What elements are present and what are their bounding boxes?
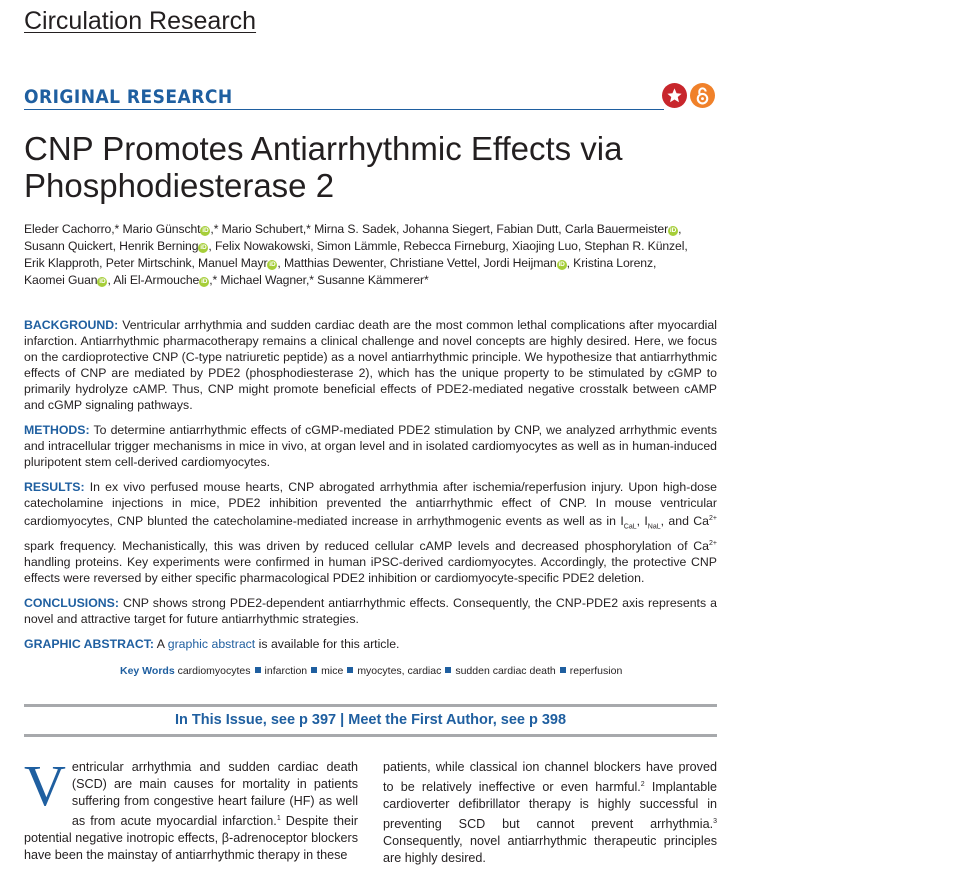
title-line-1: CNP Promotes Antiarrhythmic Effects via xyxy=(24,130,623,167)
results-text: handling proteins. Key experiments were confirmed in human iPSC-derived cardiomyocytes. Accordingly, the protective CNP effects were reversed by either specific pharmacological PDE2 inhibition or cardiomyocyte-specific PDE2 deletion. xyxy=(24,554,717,585)
author-text: , xyxy=(678,222,682,236)
methods-text: To determine antiarrhythmic effects of cGMP-mediated PDE2 stimulation by CNP, we analyzed arrhythmic events and intracellular trigger mechanisms in mice in vivo, at organ level and in isolated cardiomyocytes as well as in human-induced pluripotent stem cell-derived cardiomyocytes. xyxy=(24,423,718,469)
author-text: , Kristina Lorenz, xyxy=(566,256,657,270)
keyword-separator xyxy=(255,667,261,673)
orcid-icon[interactable]: iD xyxy=(99,278,106,285)
results-subscript: NaL xyxy=(647,523,661,531)
author-list xyxy=(24,221,724,289)
orcid-icon[interactable]: iD xyxy=(201,278,208,285)
results-text: , and Ca xyxy=(660,514,709,529)
body-text: patients, while classical ion channel blockers have proved to be relatively ineffective or even harmful. xyxy=(383,760,717,795)
results-superscript: 2+ xyxy=(709,539,717,547)
keyword-separator xyxy=(560,667,566,673)
author-text: Kaomei Guan xyxy=(24,273,98,287)
author-text: ,* Mario Schubert,* Mirna S. Sadek, Johanna Siegert, Fabian Dutt, Carla Bauermeister xyxy=(210,222,669,236)
section-label: ORIGINAL RESEARCH xyxy=(24,86,233,108)
results-heading: RESULTS: xyxy=(24,480,85,494)
body-text: Implantable cardioverter defibrillator therapy is highly successful in preventing SCD but cannot prevent arrhythmia. xyxy=(383,780,717,832)
keyword-item[interactable]: cardiomyocytes xyxy=(177,665,251,677)
orcid-icon[interactable]: iD xyxy=(558,261,565,268)
reference-marker[interactable]: 3 xyxy=(713,818,717,826)
author-text: , Ali El-Armouche xyxy=(107,273,200,287)
graphic-heading: GRAPHIC ABSTRACT: xyxy=(24,636,155,651)
abstract-conclusions xyxy=(24,595,717,627)
abstract-background xyxy=(24,317,717,413)
abstract-results xyxy=(24,479,717,586)
conclusions-heading: CONCLUSIONS: xyxy=(24,595,119,610)
keyword-item[interactable]: myocytes, cardiac xyxy=(357,665,442,677)
results-text: , I xyxy=(636,514,648,529)
abstract-methods xyxy=(24,422,717,470)
section-heading xyxy=(24,86,664,108)
orcid-icon[interactable]: iD xyxy=(200,244,207,251)
body-text: Despite their potential negative inotropic effects, β-adrenoceptor blockers have been the mainstay of antiarrhythmic therapy in these xyxy=(24,814,358,863)
conclusions-text: CNP shows strong PDE2-dependent antiarrhythmic effects. Consequently, the CNP-PDE2 axis represents a novel and attractive target for future antiarrhythmic strategies. xyxy=(24,595,717,626)
author-text: Susann Quickert, Henrik Berning xyxy=(24,239,199,253)
keyword-separator xyxy=(311,667,317,673)
keywords xyxy=(120,665,622,677)
author-text: , Felix Nowakowski, Simon Lämmle, Rebecca Firneburg, Xiaojing Luo, Stephan R. Künzel, xyxy=(208,239,688,253)
title-line-2: Phosphodiesterase 2 xyxy=(24,167,335,204)
background-heading: BACKGROUND: xyxy=(24,318,119,332)
keyword-item[interactable]: reperfusion xyxy=(569,665,623,677)
article-title xyxy=(24,130,724,204)
keyword-item[interactable]: mice xyxy=(321,665,344,677)
background-text: Ventricular arrhythmia and sudden cardiac death are the most common lethal complications after myocardial infarction. Antiarrhythmic pharmacotherapy remains a clinical challenge and novel concepts are highly desired. Here, we focus on the cardioprotective CNP (C-type natriuretic peptide) as a novel antiarrhythmic principle. We hypothesize that antiarrhythmic effects of CNP are mediated by PDE2 (phosphodiesterase 2), which has the unique property to be stimulated by cGMP to primarily hydrolyze cAMP. Thus, CNP might promote beneficial effects of PDE2-mediated negative crosstalk between cAMP and cGMP signaling pathways. xyxy=(24,318,717,412)
keywords-label: Key Words xyxy=(120,665,175,677)
results-text: In ex vivo perfused mouse hearts, CNP abrogated arrhythmia after ischemia/reperfusion injury. Upon high-dose catecholamine injections in mice, PDE2 inhibition prevented the antiarrhythmic effect of CNP. In mouse ventricular cardiomyocytes, CNP blunted the catecholamine-mediated increase in arrhythmogenic events as well as in I xyxy=(24,480,717,529)
author-text: Erik Klapproth, Peter Mirtschink, Manuel Mayr xyxy=(24,256,268,270)
keyword-item[interactable]: infarction xyxy=(264,665,308,677)
body-text: entricular arrhythmia and sudden cardiac death (SCD) are main causes for mortality in patients suffering from congestive heart failure (HF) as well as from acute myocardial infarction. xyxy=(71,760,358,829)
results-subscript: CaL xyxy=(623,523,637,531)
author-text: , Matthias Dewenter, Christiane Vettel, Jordi Heijman xyxy=(277,256,557,270)
keyword-separator xyxy=(445,667,451,673)
abstract-graphic xyxy=(24,636,717,652)
graphic-post: is available for this article. xyxy=(258,636,400,651)
open-access-icon[interactable] xyxy=(690,83,715,108)
orcid-icon[interactable]: iD xyxy=(669,227,677,234)
reference-marker[interactable]: 2 xyxy=(640,781,645,788)
graphic-abstract-link[interactable]: graphic abstract xyxy=(167,636,256,651)
author-text: ,* Michael Wagner,* Susanne Kämmerer* xyxy=(209,273,429,287)
dropcap: V xyxy=(24,753,66,818)
journal-title[interactable]: Circulation Research xyxy=(24,7,257,35)
keyword-item[interactable]: sudden cardiac death xyxy=(455,665,556,677)
keyword-separator xyxy=(347,667,353,673)
reference-marker[interactable]: 1 xyxy=(276,815,281,822)
issue-bar[interactable]: In This Issue, see p 397 | Meet the First Author, see p 398 xyxy=(24,704,717,737)
orcid-icon[interactable]: iD xyxy=(202,227,209,234)
results-text: spark frequency. Mechanistically, this was driven by reduced cellular cAMP levels and decreased phosphorylation of Ca xyxy=(24,538,710,553)
abstract xyxy=(24,317,717,661)
methods-heading: METHODS: xyxy=(24,423,90,437)
orcid-icon[interactable]: iD xyxy=(269,261,276,268)
body-column-left xyxy=(24,753,358,864)
graphic-pre: A xyxy=(156,636,165,651)
star-icon[interactable] xyxy=(662,83,687,108)
body-text: Consequently, novel antiarrhythmic therapeutic principles are highly desired. xyxy=(383,834,717,866)
author-text: Eleder Cachorro,* Mario Günscht xyxy=(24,222,201,236)
article-badges xyxy=(662,83,715,108)
results-superscript: 2+ xyxy=(709,515,717,522)
section-rule xyxy=(24,109,664,110)
body-column-right xyxy=(383,759,717,867)
